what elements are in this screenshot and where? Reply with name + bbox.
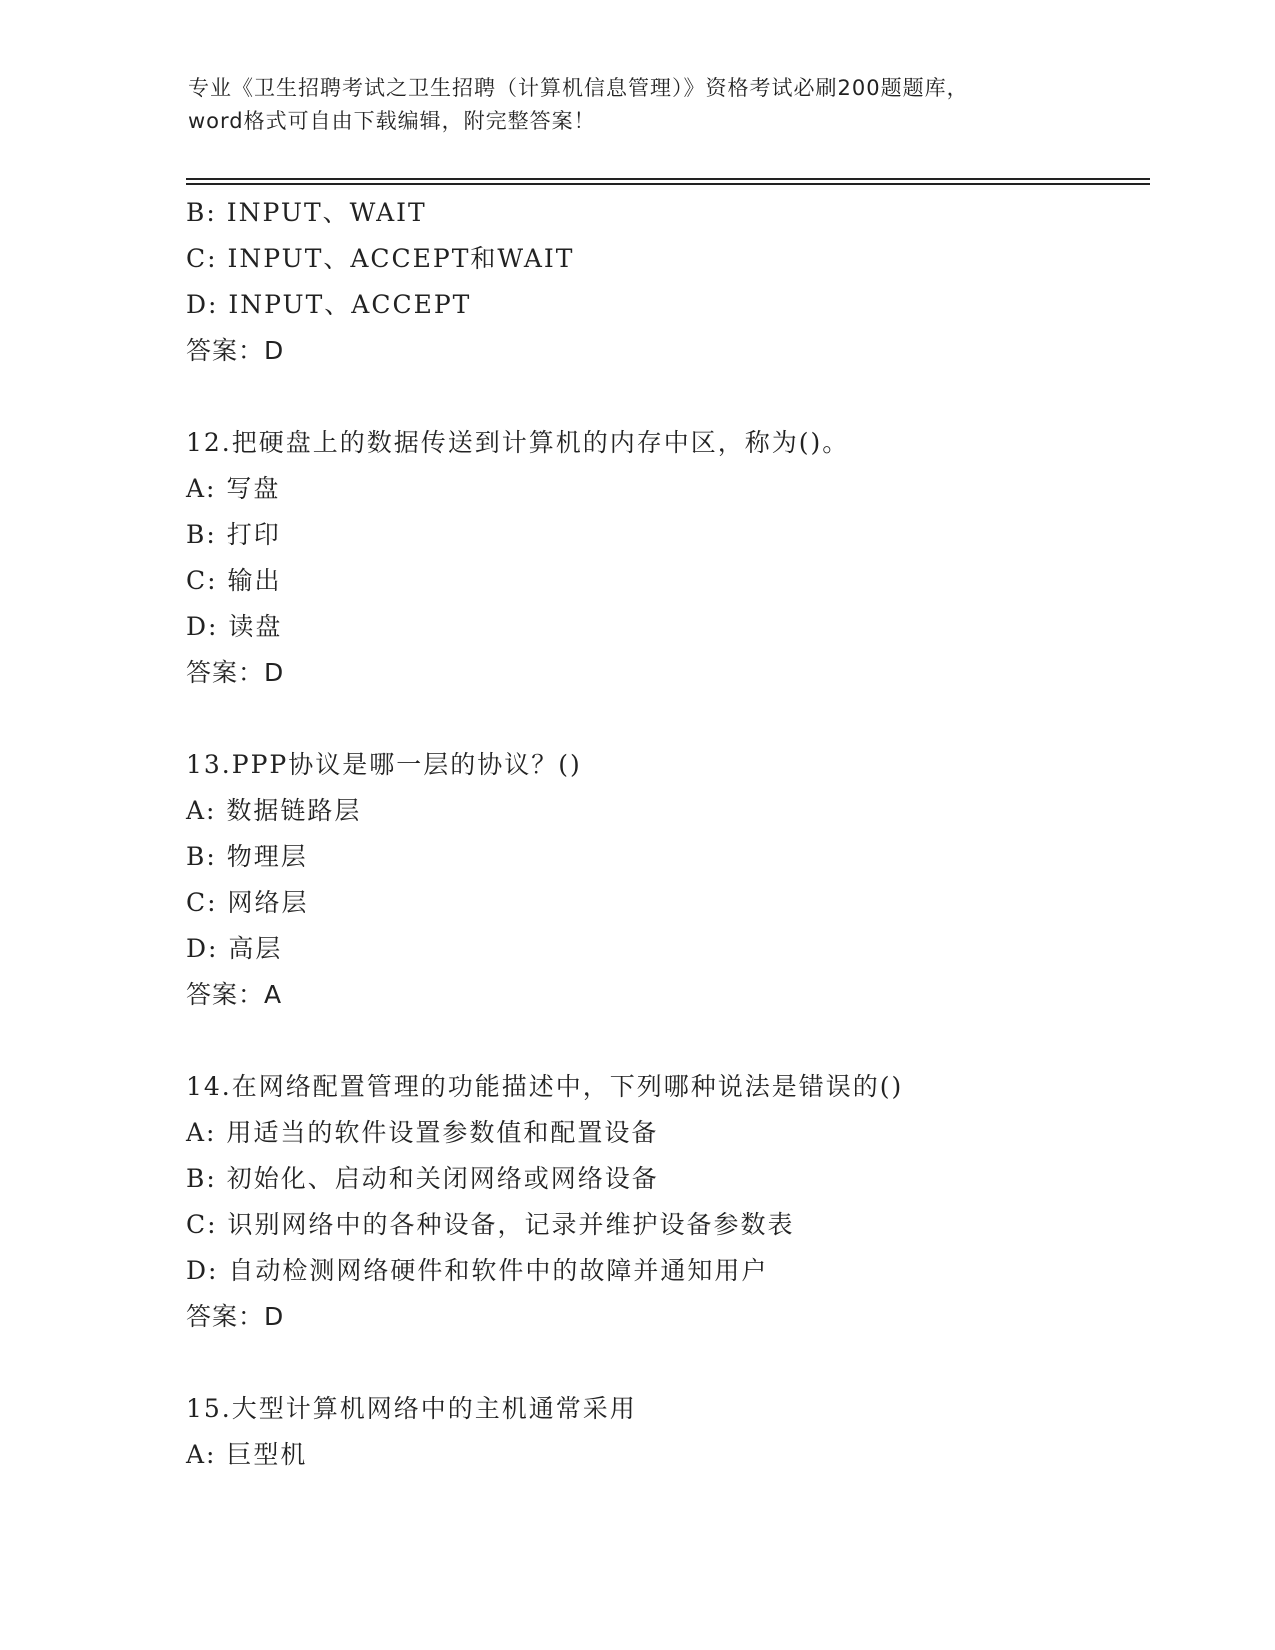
question-stem: 14.在网络配置管理的功能描述中，下列哪种说法是错误的() [186, 1072, 904, 1101]
question-stem: 12.把硬盘上的数据传送到计算机的内存中区，称为()。 [186, 428, 850, 457]
option-b: B: 打印 [186, 520, 281, 549]
question-11-fragment [186, 190, 1146, 374]
header-line-2: word格式可自由下载编辑，附完整答案！ [188, 109, 596, 133]
header-divider-bottom [186, 183, 1150, 185]
option-b: B: 初始化、启动和关闭网络或网络设备 [186, 1164, 659, 1193]
question-13 [186, 742, 1146, 1018]
spacer [186, 696, 1146, 742]
option-a: A: 用适当的软件设置参数值和配置设备 [186, 1118, 659, 1147]
option-b: B: 物理层 [186, 842, 308, 871]
option-c: C: 输出 [186, 566, 282, 595]
question-12 [186, 420, 1146, 696]
question-stem: 13.PPP协议是哪一层的协议？() [186, 750, 582, 779]
option-c: C: INPUT、ACCEPT和WAIT [186, 244, 575, 273]
document-header [188, 72, 1108, 138]
answer: 答案：D [186, 658, 285, 687]
spacer [186, 1340, 1146, 1386]
question-stem: 15.大型计算机网络中的主机通常采用 [186, 1394, 637, 1423]
option-a: A: 数据链路层 [186, 796, 362, 825]
header-divider-top [186, 178, 1150, 180]
question-list [186, 190, 1146, 1478]
option-b: B: INPUT、WAIT [186, 198, 427, 227]
option-d: D: 读盘 [186, 612, 283, 641]
answer: 答案：A [186, 980, 283, 1009]
option-a: A: 巨型机 [186, 1440, 308, 1469]
spacer [186, 374, 1146, 420]
answer: 答案：D [186, 336, 285, 365]
option-d: D: 自动检测网络硬件和软件中的故障并通知用户 [186, 1256, 769, 1285]
question-14 [186, 1064, 1146, 1340]
option-d: D: INPUT、ACCEPT [186, 290, 472, 319]
spacer [186, 1018, 1146, 1064]
option-c: C: 识别网络中的各种设备，记录并维护设备参数表 [186, 1210, 795, 1239]
option-c: C: 网络层 [186, 888, 309, 917]
answer: 答案：D [186, 1302, 285, 1331]
option-a: A: 写盘 [186, 474, 281, 503]
option-d: D: 高层 [186, 934, 283, 963]
header-line-1: 专业《卫生招聘考试之卫生招聘（计算机信息管理）》资格考试必刷200题题库， [188, 76, 969, 100]
question-15 [186, 1386, 1146, 1478]
